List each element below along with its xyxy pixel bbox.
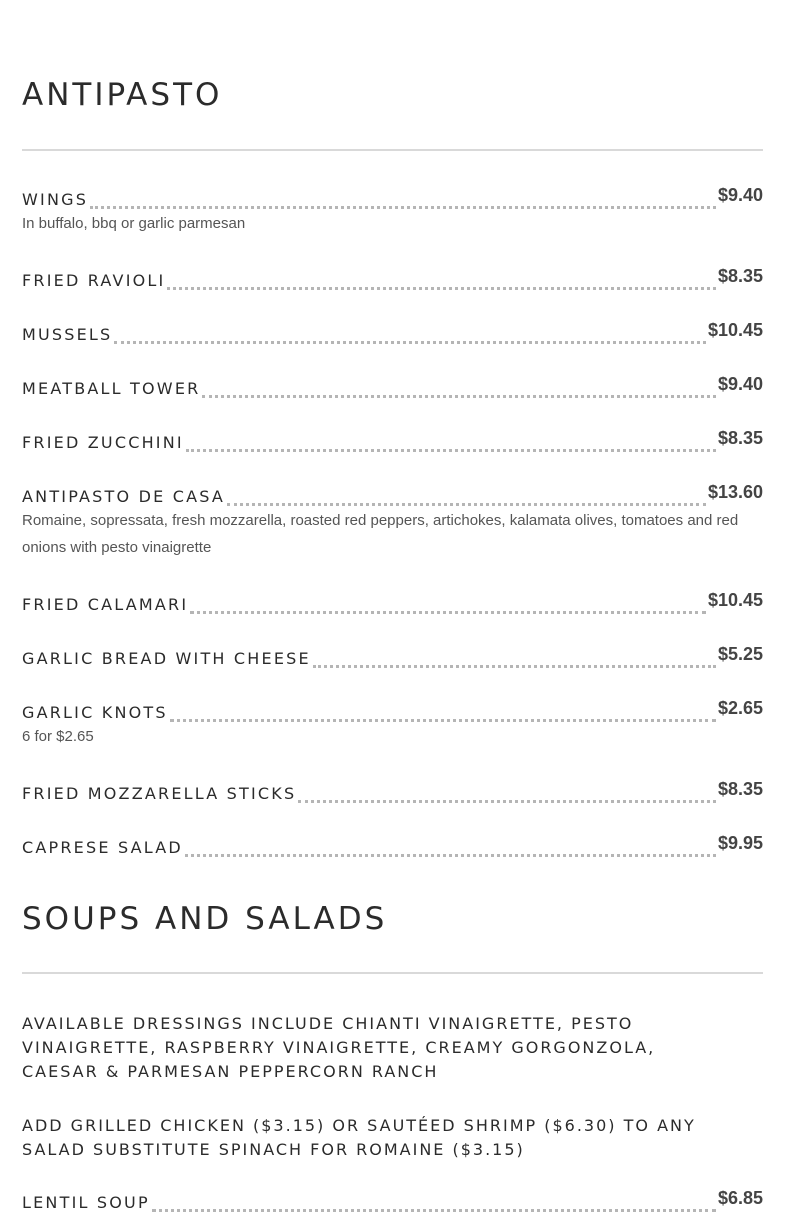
item-name: MUSSELS: [22, 325, 113, 344]
section-title: SOUPS AND SALADS: [22, 901, 388, 937]
item-price: $2.65: [717, 698, 763, 718]
item-name: WINGS: [22, 190, 89, 209]
menu-item-fried-mozzarella-sticks: [22, 780, 763, 804]
item-description: 6 for $2.65: [22, 728, 94, 745]
dot-leader: [152, 1209, 716, 1212]
menu-item-fried-zucchini: [22, 429, 763, 453]
section-title: ANTIPASTO: [22, 77, 223, 113]
menu-item-lentil-soup: [22, 1189, 763, 1213]
dot-leader: [167, 287, 716, 290]
item-name: GARLIC BREAD WITH CHEESE: [22, 649, 311, 668]
item-price: $8.35: [717, 428, 763, 448]
item-price: $8.35: [717, 779, 763, 799]
item-price: $6.85: [717, 1188, 763, 1208]
item-name: ANTIPASTO DE CASA: [22, 487, 226, 506]
item-name: FRIED CALAMARI: [22, 595, 189, 614]
dot-leader: [313, 665, 716, 668]
item-description: Romaine, sopressata, fresh mozzarella, roasted red peppers, artichokes, kalamata olives, tomatoes and red onions with pesto vinaigrette: [22, 512, 739, 556]
item-price: $9.95: [717, 833, 763, 853]
dot-leader: [185, 854, 716, 857]
add-protein-note: ADD GRILLED CHICKEN ($3.15) OR SAUTÉED SHRIMP ($6.30) TO ANY SALAD SUBSTITUTE SPINACH FOR ROMAINE ($3.15): [22, 1116, 696, 1159]
dot-leader: [298, 800, 716, 803]
item-name: FRIED MOZZARELLA STICKS: [22, 784, 297, 803]
item-name: LENTIL SOUP: [22, 1193, 150, 1212]
menu-item-meatball-tower: [22, 375, 763, 399]
item-price: $9.40: [717, 374, 763, 394]
section-divider: [22, 149, 763, 151]
menu-item-garlic-knots: [22, 699, 763, 750]
dot-leader: [90, 206, 716, 209]
item-name: FRIED RAVIOLI: [22, 271, 166, 290]
item-name: CAPRESE SALAD: [22, 838, 183, 857]
menu-item-mussels: [22, 321, 763, 345]
dot-leader: [114, 341, 706, 344]
menu-item-antipasto-de-casa: [22, 483, 763, 561]
menu-item-caprese-salad: [22, 834, 763, 858]
section-divider: [22, 972, 763, 974]
item-description: In buffalo, bbq or garlic parmesan: [22, 215, 246, 232]
item-name: GARLIC KNOTS: [22, 703, 168, 722]
menu-item-fried-ravioli: [22, 267, 763, 291]
dot-leader: [170, 719, 716, 722]
item-price: $10.45: [707, 590, 763, 610]
item-price: $5.25: [717, 644, 763, 664]
dot-leader: [186, 449, 716, 452]
item-price: $9.40: [717, 185, 763, 205]
item-name: FRIED ZUCCHINI: [22, 433, 184, 452]
item-name: MEATBALL TOWER: [22, 379, 201, 398]
dot-leader: [202, 395, 716, 398]
dot-leader: [190, 611, 706, 614]
item-price: $8.35: [717, 266, 763, 286]
menu-item-fried-calamari: [22, 591, 763, 615]
dot-leader: [227, 503, 706, 506]
item-price: $13.60: [707, 482, 763, 502]
item-price: $10.45: [707, 320, 763, 340]
menu-item-wings: [22, 186, 763, 237]
menu-item-garlic-bread-with-cheese: [22, 645, 763, 669]
dressings-note: AVAILABLE DRESSINGS INCLUDE CHIANTI VINAIGRETTE, PESTO VINAIGRETTE, RASPBERRY VINAIGRETTE, CREAMY GORGONZOLA, CAESAR & PARMESAN PEPPERCORN RANCH: [22, 1014, 656, 1081]
